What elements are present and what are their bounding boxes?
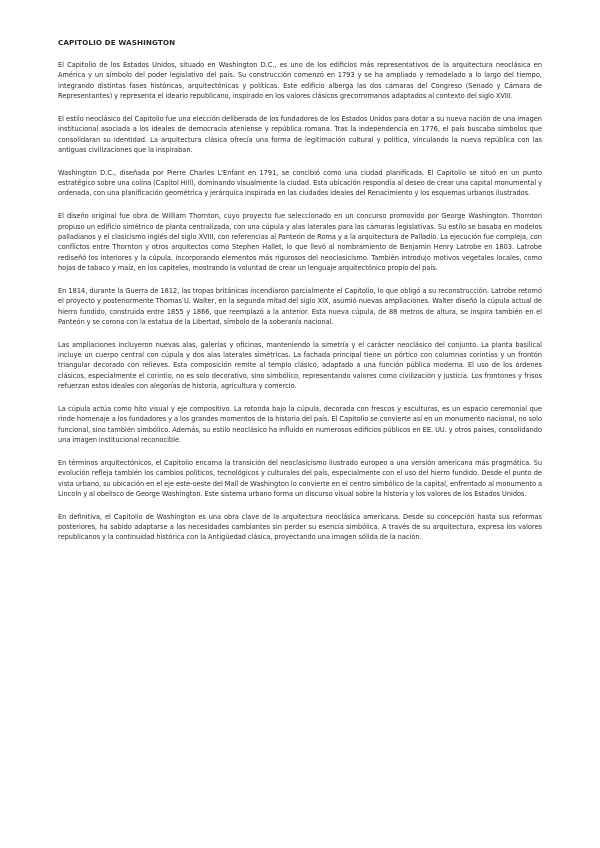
paragraph-dome: La cúpula actúa como hito visual y eje compositivo. La rotonda bajo la cúpula, decorada con frescos y esculturas, es un espacio ceremonial que rinde homenaje a los fundadores y a los grandes momentos de la historia del país. El Capitolio se convierte así en un monumento nacional, no solo funcional, sino también simbólico. Además, su estilo neoclásico ha influido en numerosos edificios públicos en EE. UU. y otros países, consolidando una imagen institucional reconocible. bbox=[58, 404, 542, 444]
paragraph-expansions: Las ampliaciones incluyeron nuevas alas, galerías y oficinas, manteniendo la simetría y el carácter neoclásico del conjunto. La planta basilical incluye un cuerpo central con cúpula y dos alas laterales simétricas. La fachada principal tiene un pórtico con columnas corintias y un frontón triangular decorado con relieves. Esta composición remite al templo clásico, adaptado a una función pública moderna. El uso de los órdenes clásicos, especialmente el corintio, no es solo decorativo, sino simbólico, representando valores como civilización y justicia. Los frontones y frisos refuerzan estos ideales con alegorías de historia, agricultura y comercio. bbox=[58, 340, 542, 391]
paragraph-architecture: En términos arquitectónicos, el Capitolio encarna la transición del neoclasicismo ilustrado europeo a una versión americana más pragmática. Su evolución refleja también los cambios políticos, tecnológicos y culturales del país, especialmente con el uso del hierro fundido. Desde el punto de vista urbano, su ubicación en el eje este-oeste del Mall de Washington lo convierte en el centro simbólico de la capital, enfrentado al monumento a Lincoln y al obelisco de George Washington. Este sistema urbano forma un discurso visual sobre la historia y los valores de los Estados Unidos. bbox=[58, 458, 542, 498]
paragraph-style: El estilo neoclásico del Capitolio fue una elección deliberada de los fundadores de los Estados Unidos para dotar a su nueva nación de una imagen institucional asociada a los ideales de democracia ateniense y república romana. Tras la independencia en 1776, el país buscaba símbolos que consolidaran su identidad. La arquitectura clásica ofrecía una forma de legitimación cultural y política, vinculando la nueva república con las antiguas civilizaciones que la inspiraban. bbox=[58, 114, 542, 154]
paragraph-urban-plan: Washington D.C., diseñada por Pierre Charles L'Enfant en 1791, se concibió como una ciudad planificada. El Capitolio se situó en un punto estratégico sobre una colina (Capitol Hill), dominando visualmente la ciudad. Esta ubicación respondía al deseo de crear una capital monumental y ordenada, con una planificación geométrica y jerárquica inspirada en las ciudades ideales del Renacimiento y los esquemas urbanos ilustrados. bbox=[58, 168, 542, 198]
paragraph-reconstruction: En 1814, durante la Guerra de 1812, las tropas británicas incendiaron parcialmente el Capitolio, lo que obligó a su reconstrucción. Latrobe retomó el proyecto y posteriormente Thomas U. Walter, en la segunda mitad del siglo XIX, asumió nuevas ampliaciones. Walter diseñó la cúpula actual de hierro fundido, construida entre 1855 y 1866, que reemplazó a la anterior. Esta nueva cúpula, de 88 metros de altura, se inspira también en el Panteón y se corona con la estatua de la Libertad, símbolo de la soberanía nacional. bbox=[58, 286, 542, 326]
paragraph-original-design: El diseño original fue obra de William Thornton, cuyo proyecto fue seleccionado en un concurso promovido por George Washington. Thornton propuso un edificio simétrico de planta centralizada, con una cúpula y alas laterales para las cámaras legislativas. Su estilo se basaba en modelos palladianos y el clasicismo inglés del siglo XVIII, con referencias al Panteón de Roma y a la arquitectura de Palladio. La ejecución fue compleja, con conflictos entre Thornton y otros arquitectos como Stephen Hallet, lo que llevó al nombramiento de Benjamin Henry Latrobe en 1803. Latrobe rediseñó los interiores y la cúpula, incorporando elementos más rigurosos del neoclasicismo. También introdujo motivos vegetales locales, como hojas de tabaco y maíz, en los capiteles, mostrando la voluntad de crear un lenguaje arquitectónico propio del país. bbox=[58, 212, 542, 272]
paragraph-intro: El Capitolio de los Estados Unidos, situado en Washington D.C., es uno de los edificios más representativos de la arquitectura neoclásica en América y un símbolo del poder legislativo del país. Su construcción comenzó en 1793 y se ha ampliado y remodelado a lo largo del tiempo, integrando distintas fases históricas, arquitectónicas y políticas. Este edificio alberga las dos cámaras del Congreso (Senado y Cámara de Representantes) y representa el ideario republicano, inspirado en los valores clásicos grecorromanos adaptados al contexto del siglo XVIII. bbox=[58, 61, 542, 101]
paragraph-conclusion: En definitiva, el Capitolio de Washington es una obra clave de la arquitectura neoclásica americana. Desde su concepción hasta sus reformas posteriores, ha sabido adaptarse a las necesidades cambiantes sin perder su esencia simbólica. A través de su arquitectura, expresa los valores republicanos y la continuidad histórica con la Antigüedad clásica, proyectando una imagen sólida de la nación. bbox=[58, 512, 542, 542]
document-title: CAPITOLIO DE WASHINGTON bbox=[58, 38, 176, 47]
document-page bbox=[58, 38, 542, 555]
